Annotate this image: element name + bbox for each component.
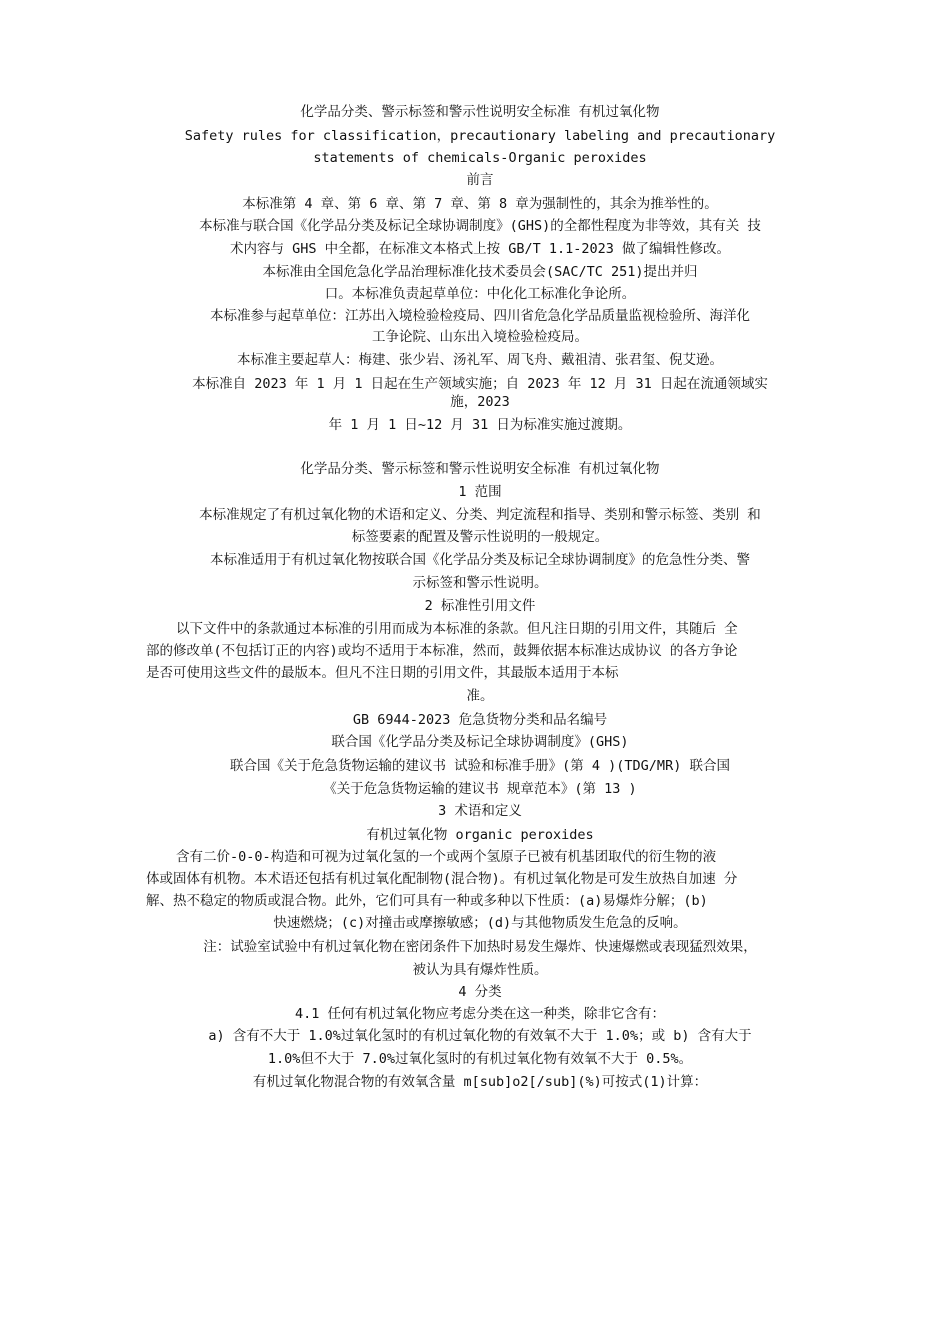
document-title-cn: 化学品分类、警示标签和警示性说明安全标准 有机过氧化物 [300,104,660,120]
section-3-line: 快速燃烧；(c)对撞击或摩擦敏感；(d)与其他物质发生危急的反响。 [273,915,687,931]
section-4-line: 1.0%但不大于 7.0%过氧化氢时的有机过氧化物有效氧不大于 0.5%。 [267,1051,693,1067]
foreword-line: 本标准参与起草单位：江苏出入境检验检疫局、四川省危急化学品质量监视检验所、海洋化 [210,308,750,324]
section-1-line: 标签要素的配置及警示性说明的一般规定。 [351,529,609,545]
foreword-line: 口。本标准负责起草单位：中化化工标准化争论所。 [324,286,636,302]
section-3-line: 体或固体有机物。本术语还包括有机过氧化配制物(混合物)。有机过氧化物是可发生放热自加速 分 [146,871,738,887]
section-3-note: 注：试验室试验中有机过氧化物在密闭条件下加热时易发生爆炸、快速爆燃或表现猛烈效果， [203,939,757,955]
section-4-line: 4.1 任何有机过氧化物应考虑分类在这一种类，除非它含有： [294,1006,665,1022]
section-2-line: 是否可使用这些文件的最版本。但凡不注日期的引用文件，其最版本适用于本标 [146,665,619,681]
reference-item: 《关于危急货物运输的建议书 规章范本》(第 13 ) [323,781,637,797]
section-1-heading: 1 范围 [458,484,502,500]
document-title-en-line-2: statements of chemicals-Organic peroxides [313,150,647,166]
section-3-line: 含有二价-0-0-构造和可视为过氧化氢的一个或两个氢原子已被有机基团取代的衍生物的液 [176,849,717,865]
body-title: 化学品分类、警示标签和警示性说明安全标准 有机过氧化物 [300,461,660,477]
foreword-line: 年 1 月 1 日~12 月 31 日为标准实施过渡期。 [328,417,632,433]
section-1-line: 示标签和警示性说明。 [412,575,548,591]
section-2-line: 部的修改单(不包括订正的内容)或均不适用于本标准，然而，鼓舞依据本标准达成协议 的各方争论 [146,643,738,659]
foreword-line: 本标准主要起草人：梅建、张少岩、汤礼军、周飞舟、戴祖清、张君玺、倪艾逊。 [237,352,723,368]
section-1-line: 本标准规定了有机过氧化物的术语和定义、分类、判定流程和指导、类别和警示标签、类别 和 [199,507,761,523]
document-title-en-line-1: Safety rules for classification，precautionary labeling and precautionary [184,128,776,144]
section-2-line: 以下文件中的条款通过本标准的引用而成为本标准的条款。但凡注日期的引用文件，其随后 全 [176,621,738,637]
section-3-term: 有机过氧化物 organic peroxides [366,827,594,843]
section-4-line: 有机过氧化物混合物的有效氧含量 m[sub]o2[/sub](%)可按式(1)计算： [252,1074,708,1090]
section-4-heading: 4 分类 [458,984,502,1000]
reference-item: GB 6944-2023 危急货物分类和品名编号 [352,712,608,728]
reference-item: 联合国《关于危急货物运输的建议书 试验和标准手册》(第 4 )(TDG/MR) 联合国 [230,758,730,774]
foreword-line: 工争论院、山东出入境检验检疫局。 [372,329,588,345]
section-2-line: 准。 [466,688,494,704]
foreword-line: 本标准与联合国《化学品分类及标记全球协调制度》(GHS)的全都性程度为非等效，其有关 技 [199,218,761,234]
section-1-line: 本标准适用于有机过氧化物按联合国《化学品分类及标记全球协调制度》的危急性分类、警 [210,552,750,568]
section-3-heading: 3 术语和定义 [438,803,522,819]
foreword-line: 本标准由全国危急化学品治理标准化技术委员会(SAC/TC 251)提出并归 [262,264,698,280]
foreword-line: 本标准自 2023 年 1 月 1 日起在生产领域实施；自 2023 年 12 月 31 日起在流通领域实 [192,376,768,392]
section-2-heading: 2 标准性引用文件 [424,598,536,614]
foreword-line: 本标准第 4 章、第 6 章、第 7 章、第 8 章为强制性的，其余为推举性的。 [242,196,718,212]
foreword-line: 施，2023 [450,394,510,410]
section-3-line: 解、热不稳定的物质或混合物。此外，它们可具有一种或多种以下性质：(a)易爆炸分解；(b) [146,893,708,909]
section-4-line: a) 含有不大于 1.0%过氧化氢时的有机过氧化物的有效氧不大于 1.0%；或 b) 含有大于 [208,1028,752,1044]
foreword-heading: 前言 [466,172,494,188]
section-3-note: 被认为具有爆炸性质。 [412,962,548,978]
foreword-line: 术内容与 GHS 中全都，在标准文本格式上按 GB/T 1.1-2023 做了编辑性修改。 [229,241,731,257]
reference-item: 联合国《化学品分类及标记全球协调制度》(GHS) [331,734,629,750]
